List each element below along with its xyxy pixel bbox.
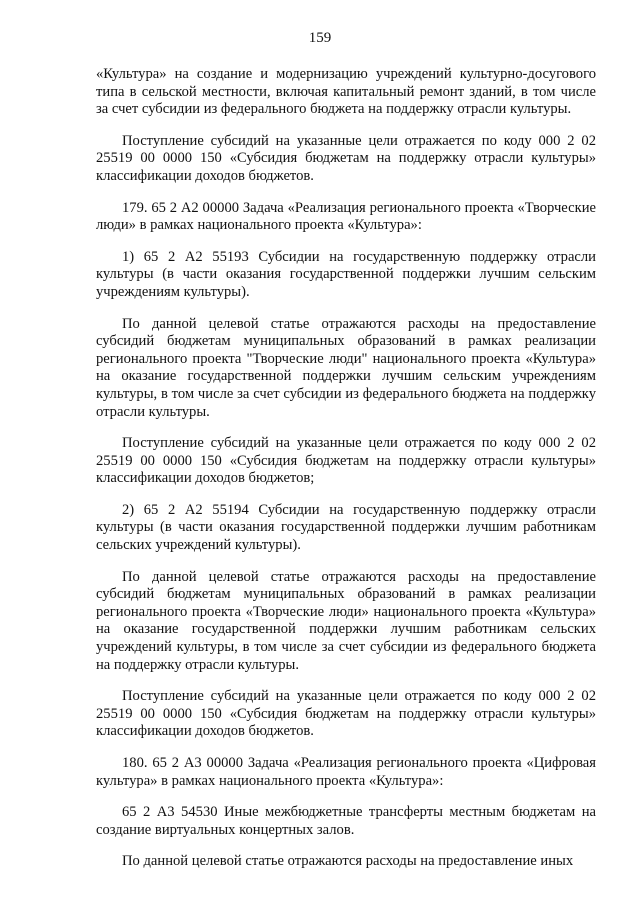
paragraph: 65 2 А3 54530 Иные межбюджетные трансферты местным бюджетам на создание виртуальных концертных залов. [96,804,596,838]
paragraph: 179. 65 2 А2 00000 Задача «Реализация регионального проекта «Творческие люди» в рамках национального проекта «Культура»: [96,199,596,234]
paragraph: 180. 65 2 А3 00000 Задача «Реализация регионального проекта «Цифровая культура» в рамках национального проекта «Культура»: [96,755,596,789]
paragraph: Поступление субсидий на указанные цели отражается по коду 000 2 02 25519 00 0000 150 «Субсидия бюджетам на поддержку отрасли культуры» классификации доходов бюджетов; [96,435,596,487]
page-number: 159 [308,30,332,46]
paragraph: Поступление субсидий на указанные цели отражается по коду 000 2 02 25519 00 0000 150 «Субсидия бюджетам на поддержку отрасли культуры» классификации доходов бюджетов. [96,132,596,184]
paragraph: Поступление субсидий на указанные цели отражается по коду 000 2 02 25519 00 0000 150 «Субсидия бюджетам на поддержку отрасли культуры» классификации доходов бюджетов. [96,688,596,740]
paragraph: По данной целевой статье отражаются расходы на предоставление субсидий бюджетам муниципальных образований в рамках реализации регионального проекта «Творческие люди» национального проекта «Культура» на оказание государственной поддержки лучшим работникам сельских учреждений культуры, в том числе за счет субсидии из федерального бюджета на поддержку отрасли культуры. [96,568,596,673]
document-body [96,66,596,885]
paragraph: «Культура» на создание и модернизацию учреждений культурно-досугового типа в сельской местности, включая капитальный ремонт зданий, в том числе за счет субсидии из федерального бюджета на поддержку отрасли культуры. [96,66,596,118]
paragraph: 2) 65 2 А2 55194 Субсидии на государственную поддержку отрасли культуры (в части оказания государственной поддержки лучшим работникам сельских учреждений культуры). [96,501,596,554]
paragraph: 1) 65 2 А2 55193 Субсидии на государственную поддержку отрасли культуры (в части оказания государственной поддержки лучшим сельским учреждениям культуры). [96,248,596,300]
paragraph: По данной целевой статье отражаются расходы на предоставление субсидий бюджетам муниципальных образований в рамках реализации регионального проекта "Творческие люди" национального проекта «Культура» на оказание государственной поддержки лучшим сельским учреждениям культуры, в том числе за счет субсидии из федерального бюджета на поддержку отрасли культуры. [96,315,596,420]
paragraph: По данной целевой статье отражаются расходы на предоставление иных [122,853,574,870]
